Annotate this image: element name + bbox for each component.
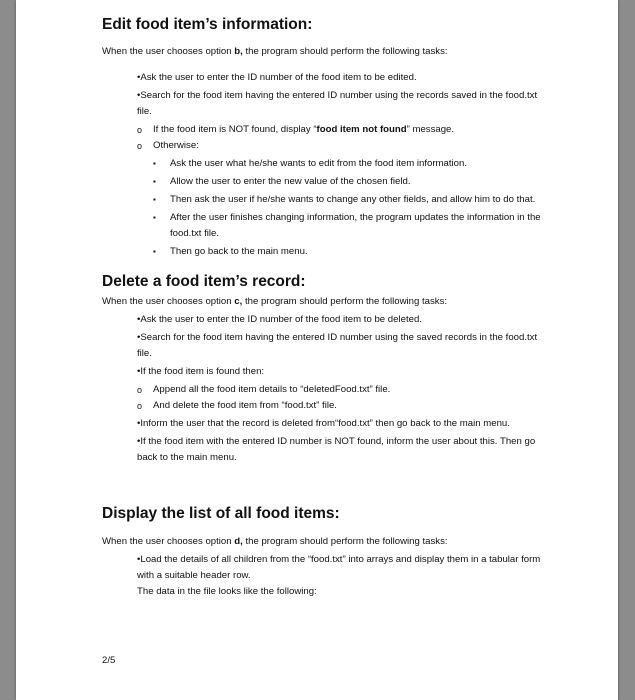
page-content — [102, 15, 542, 600]
list-item: •Ask the user to enter the ID number of the food item to be deleted. — [137, 314, 422, 325]
list-item: o Otherwise: ▪ Ask the user what he/she wants to edit from the food item information. ▪ Allow the user to enter the new value of the chosen field. ▪ Then ask the user if he/she wants to change any other fields, and allow him to do that. ▪ After the user finishes changing information, the program updates the information in the food.txt file. ▪ Then go back to the main menu. — [153, 138, 542, 260]
document-page — [16, 0, 618, 700]
list-item: •If the food item with the entered ID number is NOT found, inform the user about this. Then go back to the main menu. — [137, 436, 536, 463]
edit-intro: When the user chooses option b, the program should perform the following tasks: — [102, 46, 448, 57]
display-task-list — [102, 552, 542, 600]
edit-otherwise-list — [153, 156, 542, 260]
list-item: ▪ Then ask the user if he/she wants to change any other fields, and allow him to do that. — [153, 194, 536, 205]
delete-sub-list — [137, 382, 542, 414]
page-number: 2/5 — [102, 655, 116, 666]
list-item: •Search for the food item having the entered ID number using the saved records in the food.txt file. — [137, 332, 538, 359]
list-item: •Ask the user to enter the ID number of the food item to be edited. — [137, 72, 417, 83]
edit-task-list — [102, 70, 542, 260]
edit-section-title: Edit food item’s information: — [102, 16, 313, 33]
delete-section-title: Delete a food item’s record: — [102, 273, 306, 290]
list-item: ▪ Then go back to the main menu. — [153, 246, 308, 257]
list-item: o If the food item is NOT found, display “food item not found” message. — [137, 124, 455, 135]
display-section-title: Display the list of all food items: — [102, 505, 340, 522]
list-item: ▪ Allow the user to enter the new value of the chosen field. — [153, 176, 411, 187]
list-item: o Append all the food item details to “deletedFood.txt” file. — [137, 384, 391, 395]
list-item: •Inform the user that the record is deleted from“food.txt” then go back to the main menu. — [137, 418, 510, 429]
list-item: •Load the details of all children from the “food.txt” into arrays and display them in a tabular form with a suitable header row. The data in the file looks like the following: — [137, 554, 541, 597]
list-item: ▪ Ask the user what he/she wants to edit from the food item information. — [153, 158, 468, 169]
list-item: •Search for the food item having the entered ID number using the records saved in the food.txt file. o If the food item is NOT found, display “food item not found” message. o Otherwise: ▪ Ask the user what he/she wants to edit from the food item information. ▪ Allow the user to enter the new value of the chosen field. ▪ Then ask the user if he/she wants to change any other fields, and allow him to do that. ▪ After the user finishes changing information, the program updates the information in the food.txt file. ▪ Then go back to the main menu. — [137, 88, 542, 260]
list-item: ▪ After the user finishes changing information, the program updates the information in the food.txt file. — [153, 212, 541, 239]
edit-sub-list — [137, 122, 542, 260]
delete-intro: When the user chooses option c, the program should perform the following tasks: — [102, 296, 448, 307]
display-intro: When the user chooses option d, the program should perform the following tasks: — [102, 536, 448, 547]
delete-task-list — [102, 312, 542, 466]
list-item: •If the food item is found then: o Append all the food item details to “deletedFood.txt” file. o And delete the food item from “food.txt” file. — [137, 364, 542, 414]
list-item: o And delete the food item from “food.txt” file. — [137, 400, 337, 411]
